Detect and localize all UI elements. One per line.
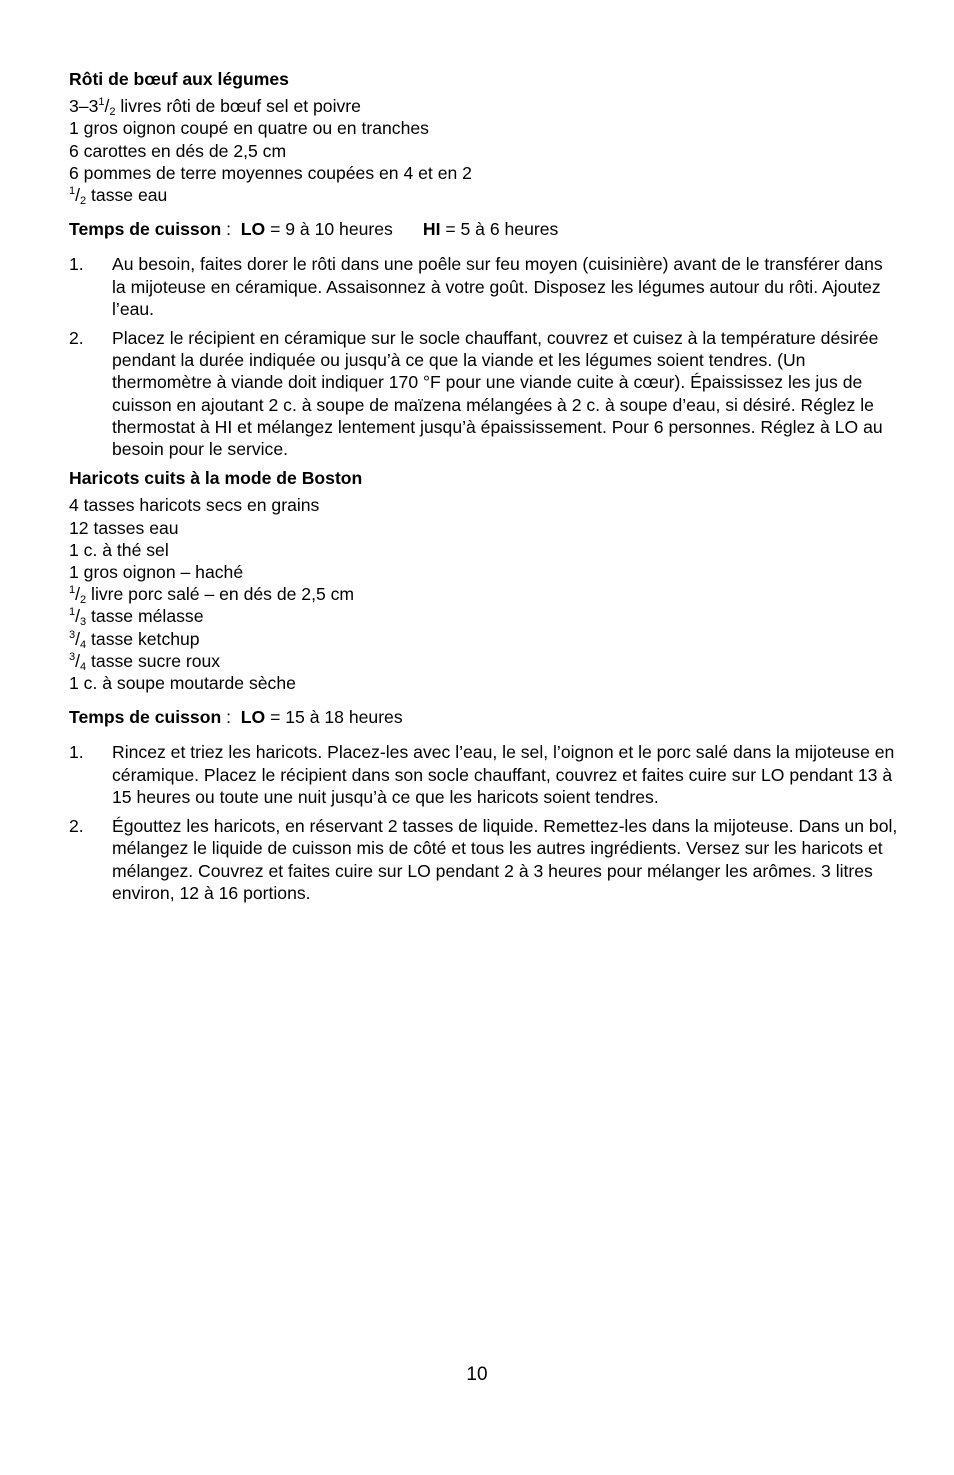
instruction-step: 1. Rincez et triez les haricots. Placez-les avec l’eau, le sel, l’oignon et le porc salé dans la mijoteuse en céramique. Placez le récipient dans son socle chauffant, couvrez et faites cuire sur LO pendant 13 à 15 heures ou toute une nuit jusqu’à ce que les haricots soient tendres. [69,742,895,807]
recipe-title-roast-beef: Rôti de bœuf aux légumes [69,69,289,89]
ingredient-item: $^3/_4$ tasse sucre roux [69,650,221,673]
ingredient-item: 1 c. à thé sel [69,539,169,560]
ingredient-item: $3-3^1/_2$ livres rôti de bœuf sel et poivre [69,96,361,119]
instruction-step: 2. Égouttez les haricots, en réservant 2 tasses de liquide. Remettez-les dans la mijoteuse. Dans un bol, mélangez le liquide de cuisson mis de côté et tous les autres ingrédients. Versez sur les haricots et mélangez. Couvrez et faites cuire sur LO pendant 2 à 3 heures pour mélanger les arômes. 3 litres environ, 12 à 16 portions. [69,816,898,903]
ingredient-item: 1 gros oignon coupé en quatre ou en tranches [69,118,429,139]
ingredient-item: 4 tasses haricots secs en grains [69,495,320,516]
ingredient-item: $^1/_2$ livre porc salé – en dés de 2,5 cm [69,584,355,607]
ingredient-list-boston-beans [69,494,899,694]
ingredient-item: 1 c. à soupe moutarde sèche [69,673,296,694]
instruction-step: 1. Au besoin, faites dorer le rôti dans une poêle sur feu moyen (cuisinière) avant de le transférer dans la mijoteuse en céramique. Assaisonnez à votre goût. Disposez les légumes autour du rôti. Ajoutez l’eau. [69,254,883,319]
ingredient-item: $^1/_3$ tasse mélasse [69,606,204,629]
page-number: 10 [466,1364,488,1385]
instruction-step: 2. Placez le récipient en céramique sur le socle chauffant, couvrez et cuisez à la température désirée pendant la durée indiquée ou jusqu’à ce que la viande et les légumes soient tendres. (Un thermomètre à viande doit indiquer 170 °F pour une viande cuite à cœur). Épaississez les jus de cuisson en ajoutant 2 c. à soupe de maïzena mélangées à 2 c. à soupe d’eau, si désiré. Réglez le thermostat à HI et mélangez lentement jusqu’à épaississement. Pour 6 personnes. Réglez à LO au besoin pour le service. [69,328,883,460]
instruction-list-roast-beef [69,253,899,460]
ingredient-list-roast-beef [69,95,899,206]
cooking-time-boston-beans: Temps de cuisson : LO = 15 à 18 heures [69,707,403,728]
ingredient-item: 1 gros oignon – haché [69,562,244,583]
ingredient-item: 12 tasses eau [69,517,179,538]
cooking-time-roast-beef: Temps de cuisson : LO = 9 à 10 heures HI = 5 à 6 heures [69,219,559,240]
ingredient-item: 6 pommes de terre moyennes coupées en 4 et en 2 [69,162,472,183]
instruction-list-boston-beans [69,741,899,903]
recipe-title-boston-beans: Haricots cuits à la mode de Boston [69,468,363,489]
ingredient-item: $^3/_4$ tasse ketchup [69,628,200,651]
ingredient-item: 6 carottes en dés de 2,5 cm [69,140,287,161]
document-page [69,68,899,911]
ingredient-item: $^1/_2$ tasse eau [69,185,168,208]
